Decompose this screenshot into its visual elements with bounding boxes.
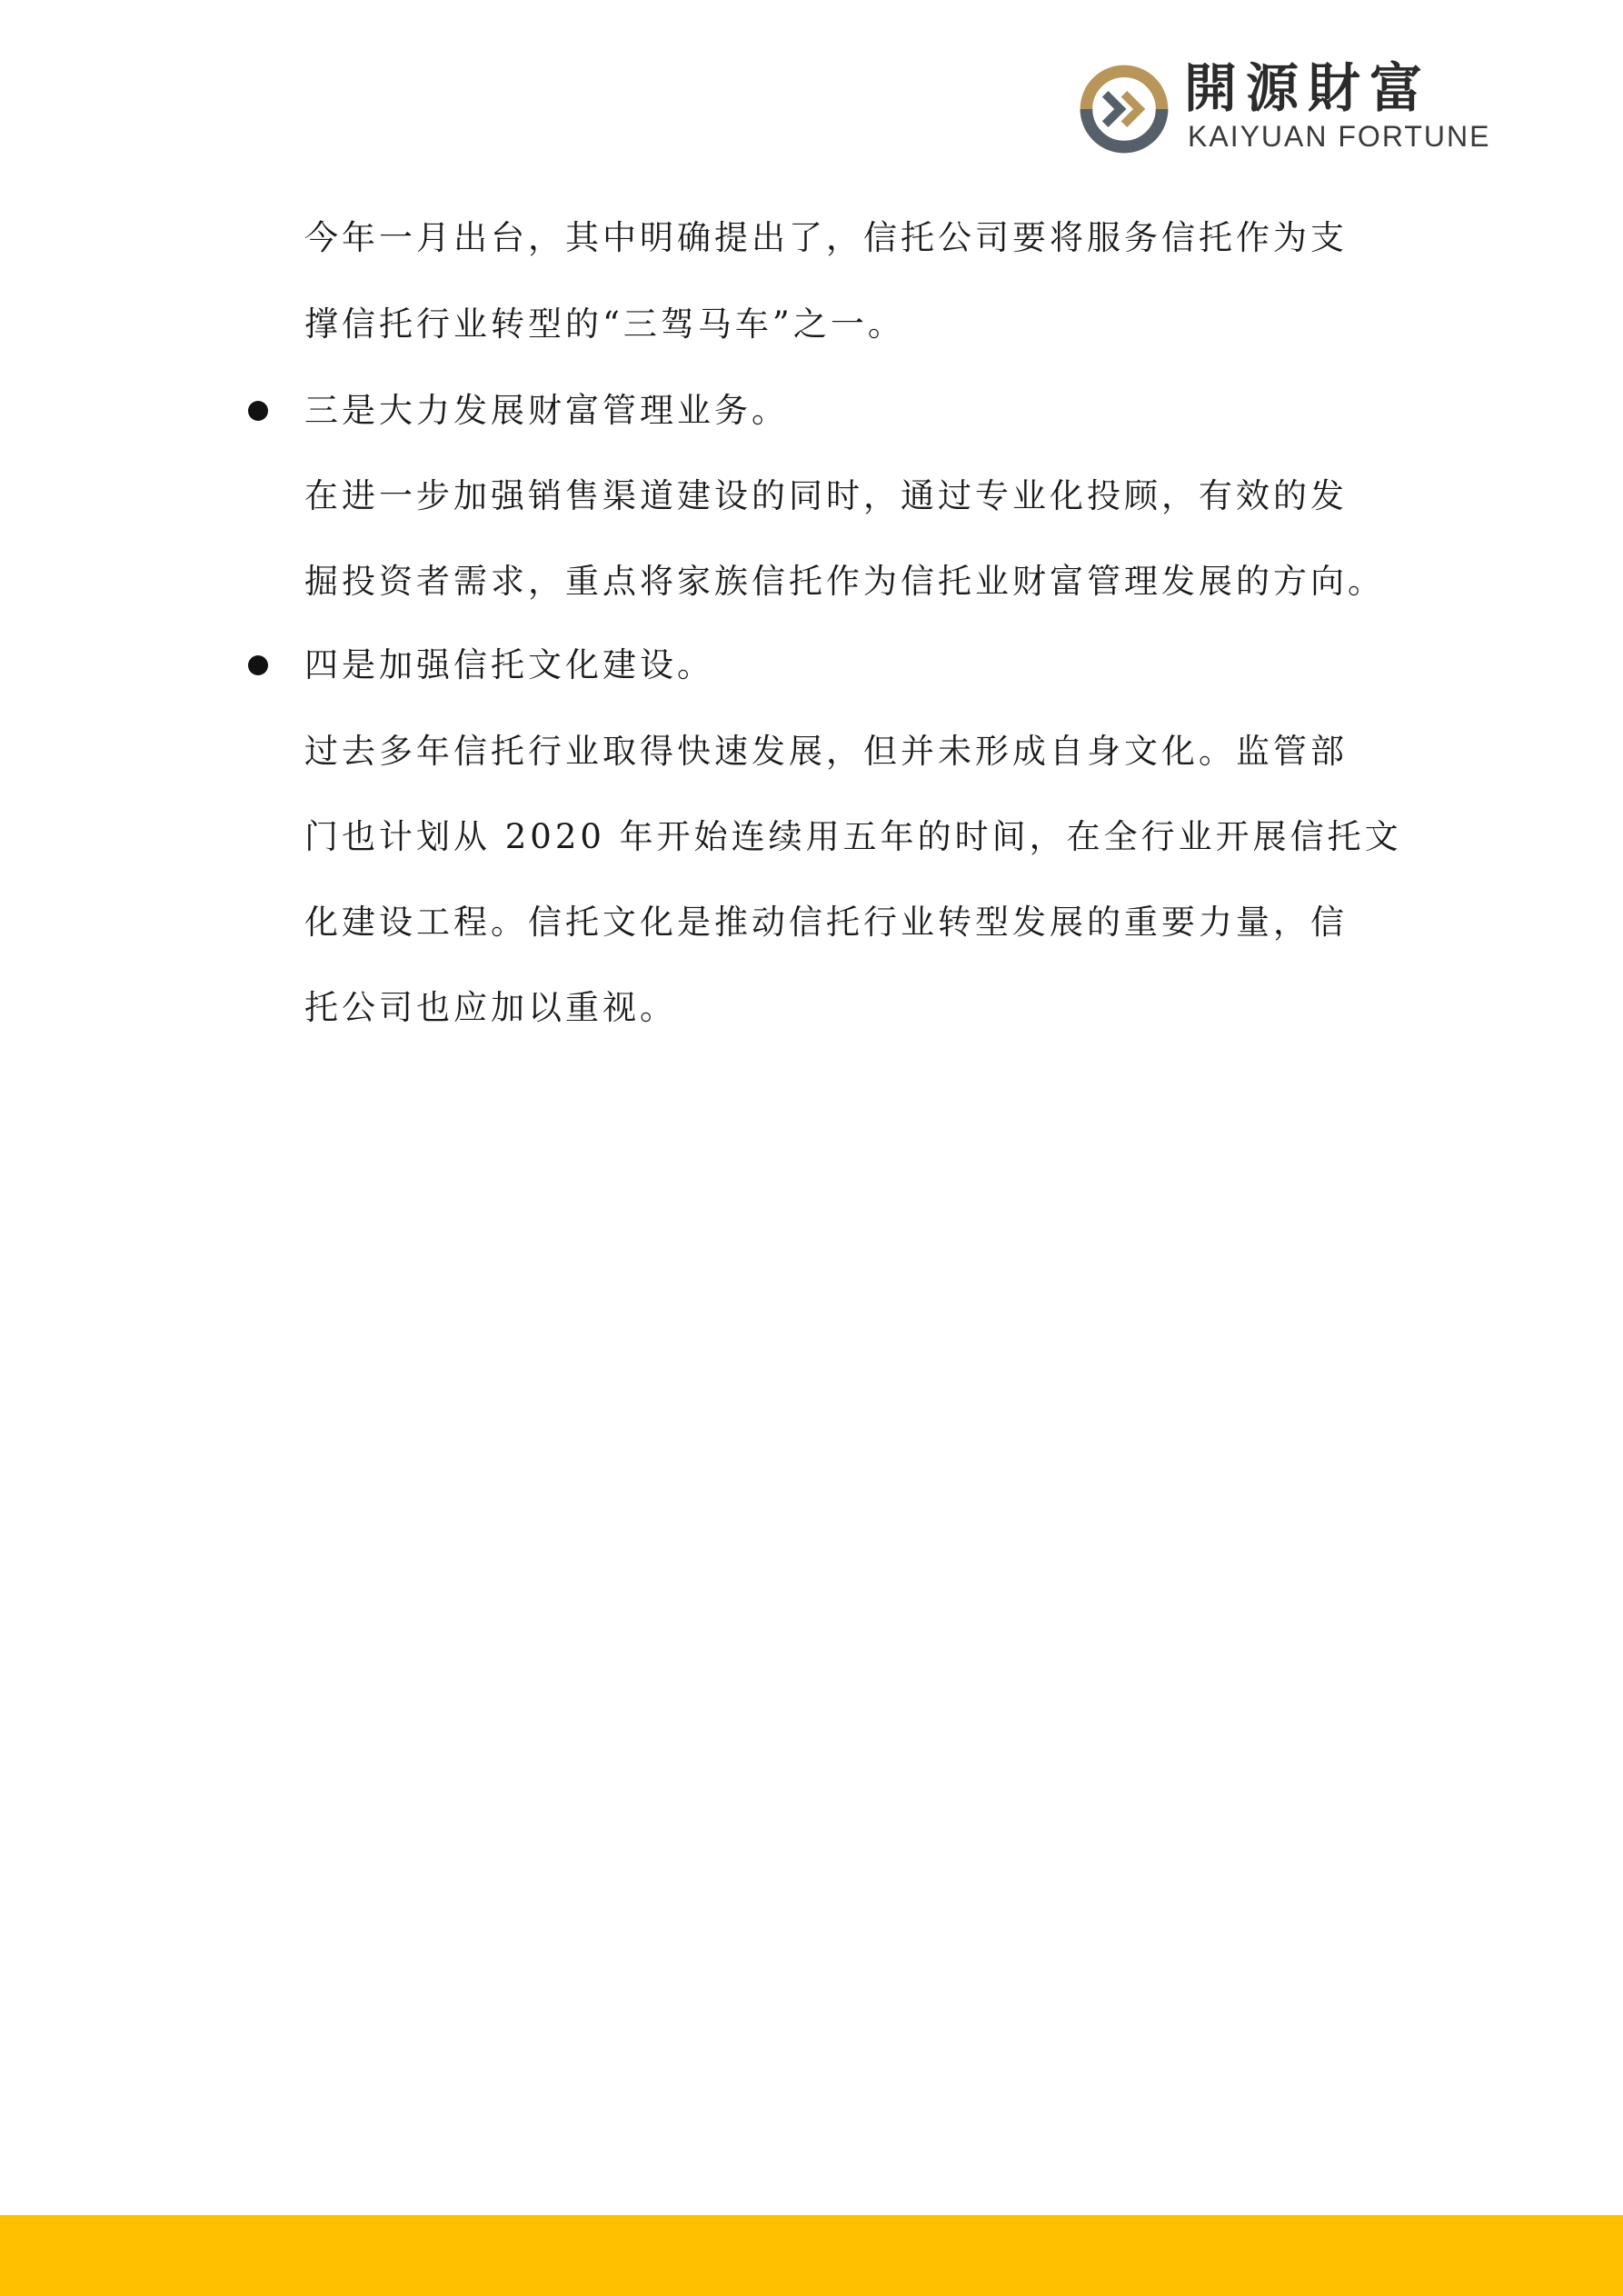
paragraph-line: 门也计划从 2020 年开始连续用五年的时间，在全行业开展信托文	[304, 817, 1402, 856]
bullet-icon	[248, 401, 268, 421]
brand-logo	[1077, 56, 1491, 156]
paragraph-line: 今年一月出台，其中明确提出了，信托公司要将服务信托作为支	[304, 218, 1348, 257]
paragraph-line: 化建设工程。信托文化是推动信托行业转型发展的重要力量，信	[304, 903, 1348, 942]
paragraph-line: 撑信托行业转型的“三驾马车”之一。	[304, 304, 905, 344]
paragraph-line: 在进一步加强销售渠道建设的同时，通过专业化投顾，有效的发	[304, 476, 1348, 515]
list-item-heading: 四是加强信托文化建设。	[304, 645, 714, 684]
footer-bar	[0, 2215, 1623, 2296]
paragraph-line: 过去多年信托行业取得快速发展，但并未形成自身文化。监管部	[304, 732, 1348, 771]
brand-name-cn: 開源財富	[1184, 57, 1432, 119]
paragraph-line: 托公司也应加以重视。	[304, 988, 677, 1027]
kaiyuan-logo-icon	[1077, 62, 1171, 156]
brand-name-en: KAIYUAN FORTUNE	[1188, 120, 1491, 153]
paragraph-line: 掘投资者需求，重点将家族信托作为信托业财富管理发展的方向。	[304, 562, 1385, 601]
list-item-heading: 三是大力发展财富管理业务。	[304, 391, 789, 430]
bullet-icon	[248, 655, 268, 675]
